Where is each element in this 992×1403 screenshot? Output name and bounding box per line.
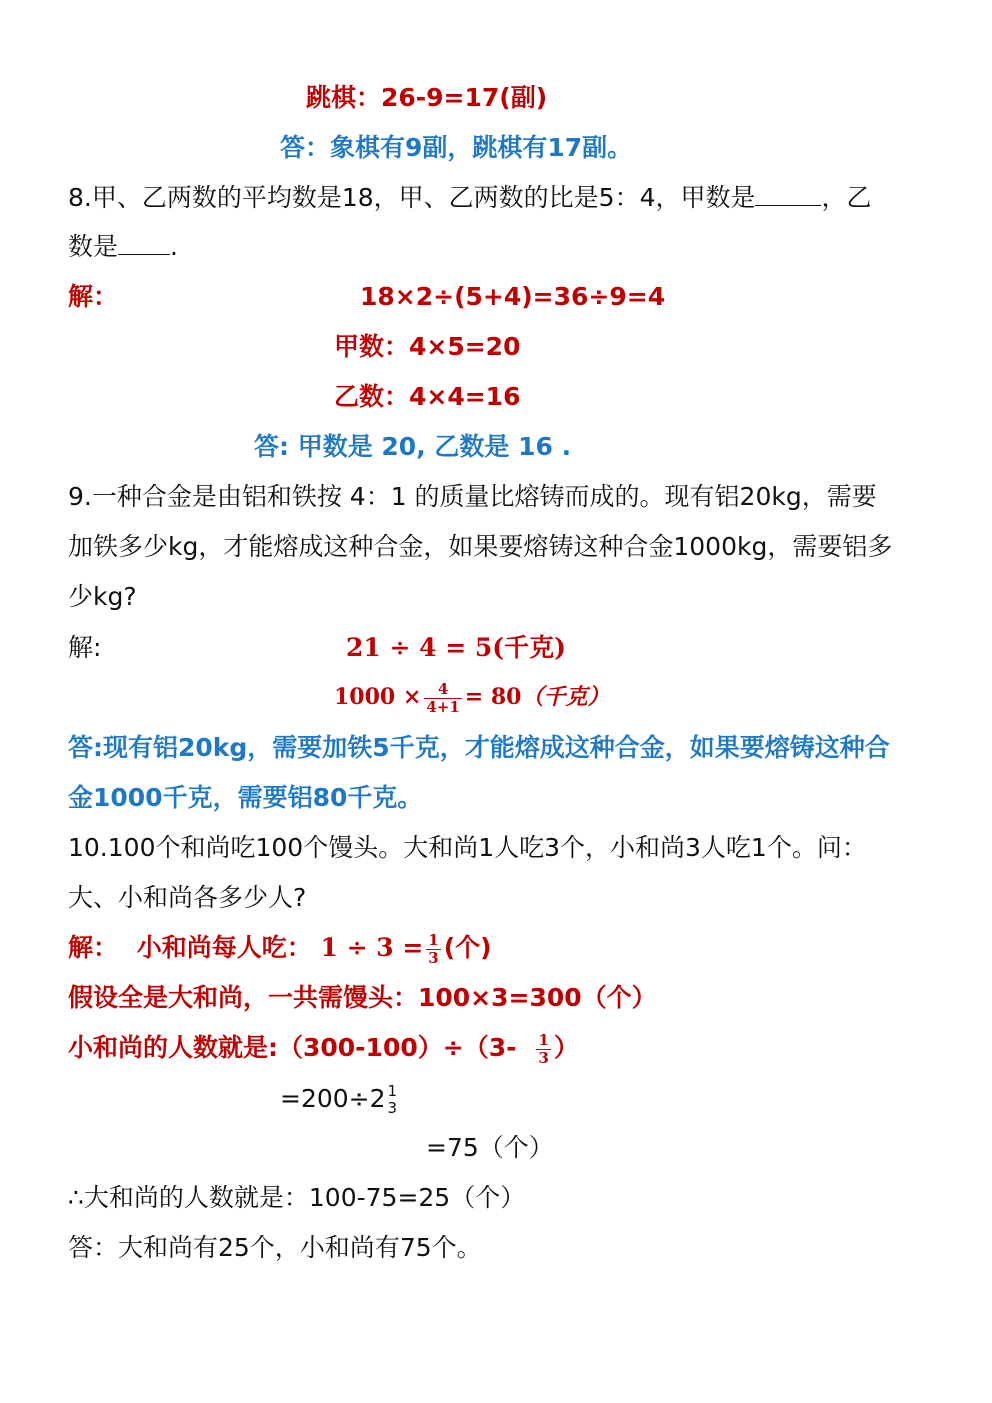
q8-blank-2 — [118, 230, 170, 255]
q8-step2: 甲数：4×5=20 — [334, 332, 521, 361]
q10-solution-line2: 假设全是大和尚，一共需馒头：100×3=300（个） — [68, 983, 657, 1012]
q9-step2-prefix: 1000 × — [334, 684, 422, 710]
q9-answer-line2: 金1000千克，需要铝80千克。 — [68, 783, 423, 812]
q8-step1: 18×2÷(5+4)=36÷9=4 — [360, 282, 666, 311]
q10-calc1-frac-denominator: 3 — [387, 1099, 398, 1117]
q10-calc-line2: =75（个） — [426, 1133, 554, 1162]
q9-step2-unit: （千克） — [521, 684, 610, 710]
q9-frac-numerator: 4 — [424, 681, 461, 699]
q10-sol1-fraction — [426, 932, 440, 967]
q9-step1: 21 ÷ 4 = 5(千克) — [346, 633, 566, 662]
q8-answer: 答: 甲数是 20, 乙数是 16 . — [254, 432, 572, 461]
q9-step2 — [334, 680, 610, 716]
q10-question-line2: 大、小和尚各多少人? — [68, 883, 307, 912]
q8-text-part1: 8.甲、乙两数的平均数是18，甲、乙两数的比是5：4，甲数是 — [68, 183, 756, 212]
q10-solution-label: 解： — [68, 933, 119, 962]
q10-sol1-frac-denominator: 3 — [428, 948, 439, 967]
q10-sol1-frac-numerator: 1 — [428, 930, 439, 949]
q9-step2-eq: = 80 — [464, 684, 522, 710]
q10-conclusion: ∴大和尚的人数就是：100-75=25（个） — [68, 1183, 526, 1212]
q10-calc1-prefix: =200÷2 — [280, 1084, 386, 1113]
q8-question-line1 — [68, 181, 872, 215]
q10-sol3-frac-numerator: 1 — [538, 1030, 549, 1049]
q10-sol1-text: 小和尚每人吃： — [136, 933, 312, 962]
q8-text-comma: ，乙 — [821, 183, 872, 212]
q7-solution-line: 跳棋：26-9=17(副) — [306, 83, 548, 112]
q10-answer: 答：大和尚有25个，小和尚有75个。 — [68, 1233, 482, 1262]
q7-answer: 答：象棋有9副，跳棋有17副。 — [280, 133, 633, 162]
q9-question-line2: 加铁多少kg，才能熔成这种合金，如果要熔铸这种合金1000kg，需要铝多 — [68, 532, 893, 561]
q10-sol3-suffix: ） — [553, 1033, 579, 1062]
q9-step2-fraction — [424, 681, 461, 716]
q10-calc1-fraction — [386, 1083, 400, 1117]
q10-sol1-math: 1 ÷ 3 = — [320, 933, 424, 962]
q9-question-line1: 9.一种合金是由铝和铁按 4：1 的质量比熔铸而成的。现有铝20kg，需要 — [68, 482, 877, 511]
q10-sol3-prefix: 小和尚的人数就是:（300-100）÷（3- — [68, 1033, 517, 1062]
q8-question-line2 — [68, 230, 178, 264]
q10-sol1-unit: (个) — [443, 933, 492, 962]
q10-solution-line1 — [68, 931, 492, 967]
q8-solution-label: 解： — [68, 282, 119, 311]
q10-sol3-frac-denominator: 3 — [538, 1048, 549, 1067]
q10-calc-line1 — [280, 1082, 402, 1117]
q8-step3: 乙数：4×4=16 — [334, 382, 521, 411]
q8-blank-1 — [755, 181, 821, 206]
q9-answer-line1: 答:现有铝20kg，需要加铁5千克，才能熔成这种合金，如果要熔铸这种合 — [68, 733, 890, 762]
q8-text-period: . — [170, 232, 178, 261]
q9-question-line3: 少kg? — [68, 582, 137, 611]
q8-text-part2: 数是 — [68, 232, 119, 261]
q10-sol3-fraction — [536, 1032, 550, 1067]
q10-calc1-frac-numerator: 1 — [387, 1082, 398, 1100]
q10-question-line1: 10.100个和尚吃100个馒头。大和尚1人吃3个，小和尚3人吃1个。问： — [68, 833, 867, 862]
q9-frac-denominator: 4+1 — [426, 697, 460, 716]
q10-solution-line3 — [68, 1031, 579, 1067]
q9-solution-label: 解: — [68, 633, 102, 662]
